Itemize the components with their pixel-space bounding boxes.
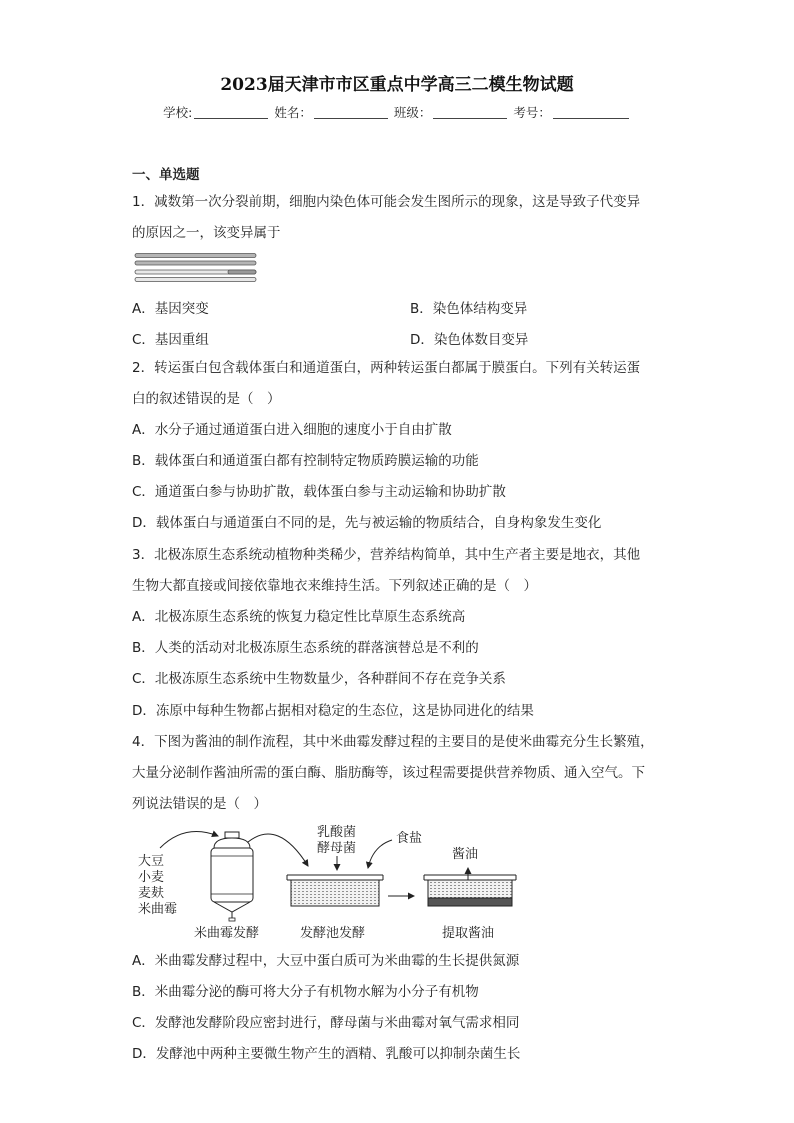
- q1-line2: 的原因之一，该变异属于: [132, 225, 281, 241]
- q2-line2: 白的叙述错误的是（ ）: [132, 391, 281, 407]
- soy-sauce-process-diagram: [130, 818, 550, 944]
- ingredient-wheat: 小麦: [138, 870, 165, 885]
- chromatid-4: [135, 278, 256, 282]
- q1-option-b[interactable]: B．染色体结构变异: [410, 301, 528, 317]
- ingredient-aspergillus: 米曲霉: [138, 902, 178, 917]
- q2-option-a[interactable]: A．水分子通过通道蛋白进入细胞的速度小于自由扩散: [132, 422, 452, 438]
- ingredient-bran: 麦麸: [138, 886, 165, 901]
- fermenter-vessel-icon: [211, 832, 253, 921]
- soy-sauce-label: 酱油: [452, 847, 479, 862]
- q4-line1: 4．下图为酱油的制作流程，其中米曲霉发酵过程的主要目的是使米曲霉充分生长繁殖，: [132, 734, 654, 750]
- q4-option-d[interactable]: D．发酵池中两种主要微生物产生的酒精、乳酸可以抑制杂菌生长: [132, 1046, 521, 1062]
- q1-line1: 1．减数第一次分裂前期，细胞内染色体可能会发生图所示的现象，这是导致子代变异: [132, 194, 641, 210]
- salt-label: 食盐: [396, 831, 423, 846]
- microbe-yeast: 酵母菌: [317, 841, 357, 856]
- q4-option-c[interactable]: C．发酵池发酵阶段应密封进行，酵母菌与米曲霉对氧气需求相同: [132, 1015, 520, 1031]
- stage-aspergillus-fermentation: 米曲霉发酵: [194, 926, 260, 941]
- school-label: 学校:: [163, 105, 193, 120]
- q1-option-c[interactable]: C．基因重组: [132, 332, 209, 348]
- exam-no-blank[interactable]: [553, 106, 629, 119]
- class-blank[interactable]: [433, 106, 507, 119]
- q4-line3: 列说法错误的是（ ）: [132, 796, 267, 812]
- chromosome-figure: [134, 252, 258, 284]
- stage-pool-fermentation: 发酵池发酵: [300, 926, 366, 941]
- extraction-tank-icon: [424, 875, 516, 906]
- q1-option-d[interactable]: D．染色体数目变异: [410, 332, 529, 348]
- chromatid-2: [135, 261, 256, 265]
- arrow-ingredients-to-fermenter: [160, 832, 218, 848]
- class-label: 班级：: [393, 105, 432, 120]
- q2-option-d[interactable]: D．载体蛋白与通道蛋白不同的是，先与被运输的物质结合，自身构象发生变化: [132, 515, 602, 531]
- microbe-lactobacillus: 乳酸菌: [317, 825, 357, 840]
- q3-option-b[interactable]: B．人类的活动对北极冻原生态系统的群落演替总是不利的: [132, 640, 479, 656]
- ingredient-soybean: 大豆: [138, 854, 165, 869]
- chromatid-1: [135, 254, 256, 258]
- q3-line2: 生物大都直接或间接依靠地衣来维持生活。下列叙述正确的是（ ）: [132, 578, 537, 594]
- student-info-row: [0, 103, 794, 121]
- stage-extract-soy-sauce: 提取酱油: [442, 926, 495, 941]
- section-title: 一、单选题: [132, 167, 200, 183]
- name-label: 姓名：: [274, 105, 312, 120]
- page-title: 2023届天津市市区重点中学高三二模生物试题: [220, 75, 574, 95]
- q4-line2: 大量分泌制作酱油所需的蛋白酶、脂肪酶等，该过程需要提供营养物质、通入空气。下: [132, 765, 645, 781]
- fermentation-pool-icon: [287, 875, 383, 906]
- q4-option-a[interactable]: A．米曲霉发酵过程中，大豆中蛋白质可为米曲霉的生长提供氮源: [132, 953, 520, 969]
- q2-option-c[interactable]: C．通道蛋白参与协助扩散，载体蛋白参与主动运输和协助扩散: [132, 484, 506, 500]
- q2-option-b[interactable]: B．载体蛋白和通道蛋白都有控制特定物质跨膜运输的功能: [132, 453, 479, 469]
- arrow-salt-to-pool: [368, 840, 392, 868]
- q3-option-c[interactable]: C．北极冻原生态系统中生物数量少，各种群间不存在竞争关系: [132, 671, 506, 687]
- q2-line1: 2．转运蛋白包含载体蛋白和通道蛋白，两种转运蛋白都属于膜蛋白。下列有关转运蛋: [132, 360, 641, 376]
- name-blank[interactable]: [314, 106, 388, 119]
- school-blank[interactable]: [194, 106, 268, 119]
- q3-option-d[interactable]: D．冻原中每种生物都占据相对稳定的生态位，这是协同进化的结果: [132, 703, 534, 719]
- q3-option-a[interactable]: A．北极冻原生态系统的恢复力稳定性比草原生态系统高: [132, 609, 466, 625]
- q3-line1: 3．北极冻原生态系统动植物种类稀少，营养结构简单，其中生产者主要是地衣，其他: [132, 547, 641, 563]
- arrow-fermenter-to-pool: [248, 834, 308, 866]
- q4-option-b[interactable]: B．米曲霉分泌的酶可将大分子有机物水解为小分子有机物: [132, 984, 479, 1000]
- q1-option-a[interactable]: A．基因突变: [132, 301, 209, 317]
- exam-no-label: 考号：: [513, 105, 551, 120]
- chromatid-3-exchange: [228, 270, 256, 274]
